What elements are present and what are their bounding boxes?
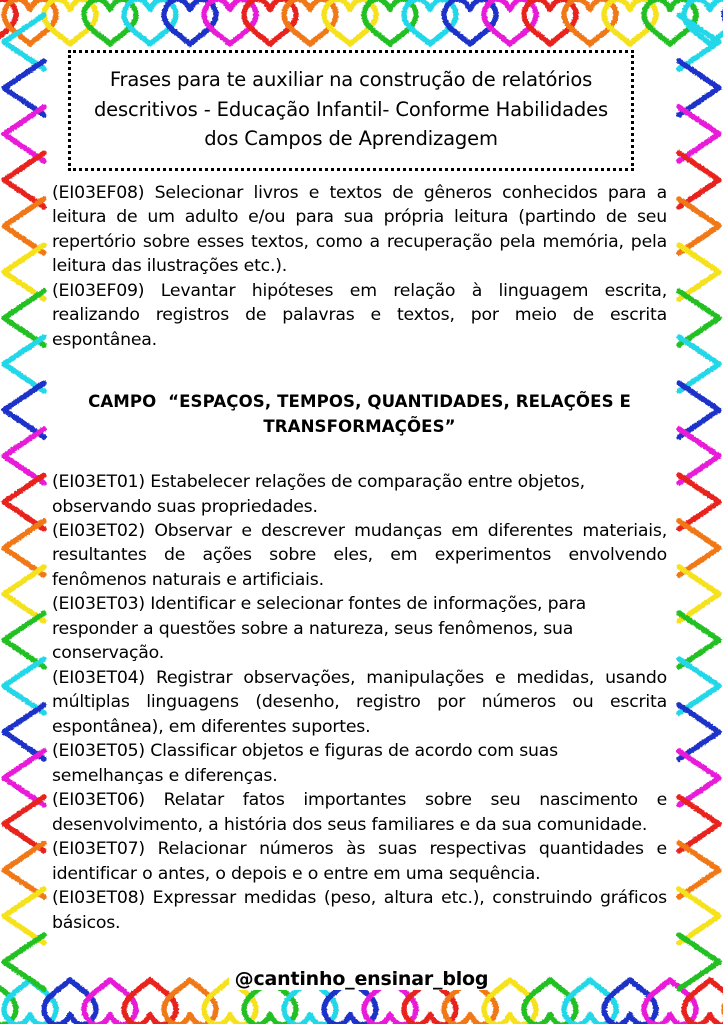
spacer-before-heading bbox=[52, 352, 667, 390]
paragraph-ei03et02: (EI03ET02) Observar e descrever mudanças em diferentes materiais, resultantes de ações sobre eles, em experimentos envolvendo fenômenos naturais e artificiais. bbox=[52, 521, 667, 590]
paragraph-ei03et03: (EI03ET03) Identificar e selecionar fontes de informações, para responder a questões sobre a natureza, seus fenômenos, sua conservação. bbox=[52, 594, 587, 664]
spacer-after-heading bbox=[52, 440, 667, 470]
page-title: Frases para te auxiliar na construção de relatórios descritivos - Educação Infantil- Conforme Habilidades dos Campos de Aprendizagem bbox=[93, 68, 609, 151]
title-box bbox=[68, 50, 634, 171]
paragraph-ei03et05: (EI03ET05) Classificar objetos e figuras de acordo com suas semelhanças e diferenças. bbox=[52, 741, 558, 786]
blog-handle-text: @cantinho_ensinar_blog bbox=[229, 968, 495, 990]
paragraph-ei03et01: (EI03ET01) Estabelecer relações de comparação entre objetos, observando suas propriedades. bbox=[52, 472, 585, 517]
section-heading-campo: CAMPO “ESPAÇOS, TEMPOS, QUANTIDADES, RELAÇÕES E TRANSFORMAÇÕES” bbox=[88, 392, 637, 437]
paragraph-ei03ef08: (EI03EF08) Selecionar livros e textos de gêneros conhecidos para a leitura de um adulto e/ou para sua própria leitura (partindo de seu repertório sobre esses textos, como a recuperação pela memória, pela leitura das ilustrações etc.). bbox=[52, 183, 667, 277]
paragraph-ei03et08: (EI03ET08) Expressar medidas (peso, altura etc.), construindo gráficos básicos. bbox=[52, 888, 667, 933]
footer-handle bbox=[0, 968, 723, 990]
paragraph-ei03et07: (EI03ET07) Relacionar números às suas respectivas quantidades e identificar o antes, o depois e o entre em uma sequência. bbox=[52, 839, 667, 884]
paragraph-ei03et06: (EI03ET06) Relatar fatos importantes sobre seu nascimento e desenvolvimento, a história dos seus familiares e da sua comunidade. bbox=[52, 790, 667, 835]
paragraph-ei03ef09: (EI03EF09) Levantar hipóteses em relação à linguagem escrita, realizando registros de palavras e textos, por meio de escrita espontânea. bbox=[52, 280, 667, 350]
paragraph-ei03et04: (EI03ET04) Registrar observações, manipulações e medidas, usando múltiplas linguagens (desenho, registro por números ou escrita espontânea), em diferentes suportes. bbox=[52, 667, 667, 737]
body-text-area bbox=[52, 181, 667, 935]
